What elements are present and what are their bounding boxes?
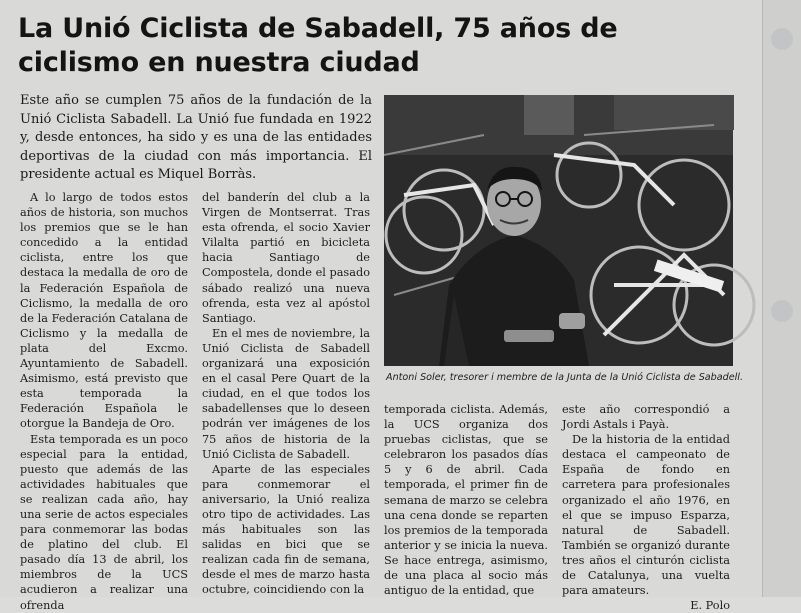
- page-stain-decoration: [771, 300, 793, 322]
- photo-caption: Antoni Soler, tresorer i membre de la Junta de la Unió Ciclista de Sabadell.: [386, 372, 744, 383]
- column-1: [20, 190, 188, 612]
- column-2-paragraph: En el mes de noviembre, la Unió Ciclista de Sabadell organizará una exposición en el casal Pere Quart de la ciudad, en el que todos los sabadellenses que lo deseen podrán ver imágenes de los 75 años de historia de la Unió Ciclista de Sabadell.: [202, 326, 370, 461]
- adjacent-page-edge: [762, 0, 801, 597]
- column-3: [384, 402, 548, 597]
- cyclist-photo: [384, 95, 733, 366]
- column-2-paragraph: Aparte de las especiales para conmemorar el aniversario, la Unió realiza otro tipo de actividades. Las más habituales son las salidas en bici que se realizan cada fin de semana, desde el mes de marzo hasta octubre, coincidiendo con la: [202, 462, 370, 597]
- column-1-paragraph: Esta temporada es un poco especial para la entidad, puesto que además de las actividades habituales que se realizan cada año, hay una serie de actos especiales para conmemorar las bodas de platino del club. El pasado día 13 de abril, los miembros de la UCS acudieron a realizar una ofrenda: [20, 432, 188, 612]
- column-2: [202, 190, 370, 597]
- column-4: [562, 402, 730, 613]
- column-4-paragraph: este año correspondió a Jordi Astals i Payà.: [562, 403, 730, 432]
- column-2-paragraph: del banderín del club a la Virgen de Montserrat. Tras esta ofrenda, el socio Xavier Vilalta partió en bicicleta hacia Santiago de Compostela, donde el pasado sábado realizó una nueva ofrenda, esta vez al apóstol Santiago.: [202, 191, 370, 325]
- article-headline: La Unió Ciclista de Sabadell, 75 años de ciclismo en nuestra ciudad: [18, 13, 618, 78]
- page-stain-decoration: [771, 28, 793, 50]
- article-lead: Este año se cumplen 75 años de la fundación de la Unió Ciclista Sabadell. La Unió fue fundada en 1922 y, desde entonces, ha sido y es una de las entidades deportivas de la ciudad con más importancia. El presidente actual es Miquel Borràs.: [20, 93, 372, 183]
- author-signature: E. Polo: [690, 599, 730, 613]
- bike-shop-photo-illustration: [384, 95, 733, 366]
- column-3-paragraph: temporada ciclista. Además, la UCS organiza dos pruebas ciclistas, que se celebraron los pasados días 5 y 6 de abril. Cada temporada, el primer fin de semana de marzo se celebra una cena donde se reparten los premios de la temporada anterior y se inicia la nueva. Se hace entrega, asimismo, de una placa al socio más antiguo de la entidad, que: [384, 403, 548, 598]
- column-1-paragraph: A lo largo de todos estos años de historia, son muchos los premios que se le han concedido a la entidad ciclista, entre los que destaca la medalla de oro de la Federación Española de Ciclismo, la medalla de oro de la Federación Catalana de Ciclismo y la medalla de plata del Excmo. Ayuntamiento de Sabadell. Asimismo, está previsto que esta temporada la Federación Española le otorgue la Bandeja de Oro.: [20, 191, 188, 431]
- column-4-paragraph: De la historia de la entidad destaca el campeonato de España de fondo en carretera para profesionales organizado el año 1976, en el que se impuso Esparza, natural de Sabadell. También se organizó durante tres años el cinturón ciclista de Catalunya, una vuelta para amateurs.: [562, 433, 730, 598]
